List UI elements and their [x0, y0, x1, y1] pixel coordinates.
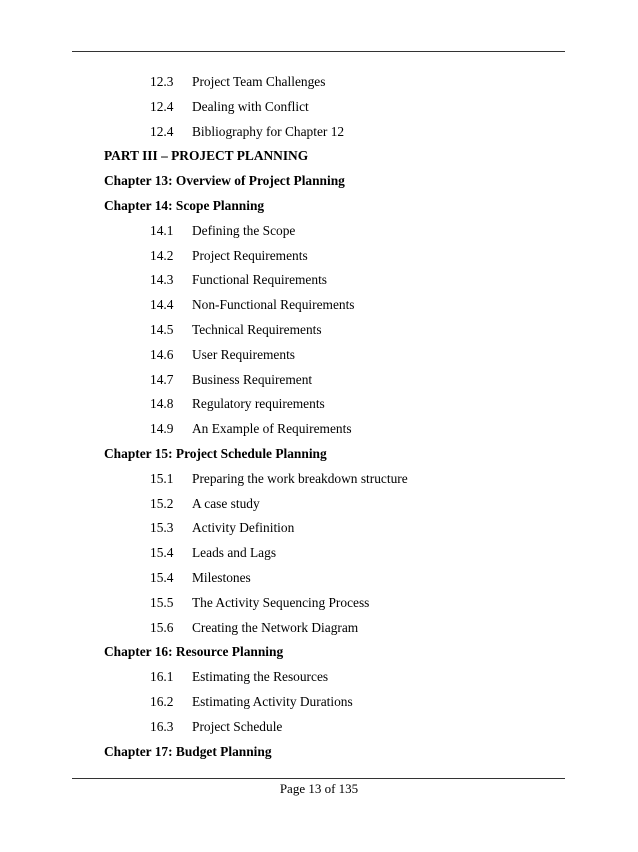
toc-item-title: Project Team Challenges — [192, 74, 326, 89]
toc-item-title: User Requirements — [192, 346, 296, 362]
toc-item-number: 15.5 — [150, 594, 174, 610]
toc-item-number: 15.4 — [150, 569, 174, 585]
toc-item — [0, 715, 638, 740]
toc-item-number: 16.1 — [150, 669, 174, 685]
toc-item-title: Technical Requirements — [192, 321, 322, 337]
toc-item — [0, 268, 638, 293]
toc-item — [0, 120, 638, 145]
toc-item-title: Bibliography for Chapter 12 — [192, 123, 345, 139]
toc-item-title: Business Requirement — [192, 371, 313, 387]
toc-item-title: A case study — [192, 495, 260, 511]
toc-item — [0, 566, 638, 591]
toc-item-number: 14.7 — [150, 371, 174, 387]
toc-item-number: 16.2 — [150, 693, 174, 709]
toc-item-title: Leads and Lags — [192, 545, 277, 561]
toc-item — [0, 392, 638, 417]
toc-item-title: Activity Definition — [192, 520, 295, 536]
page-number: Page 13 of 135 — [279, 781, 359, 796]
toc-heading: Chapter 15: Project Schedule Planning — [104, 445, 327, 461]
toc-item-number: 14.6 — [150, 346, 174, 362]
toc-heading: PART III – PROJECT PLANNING — [104, 148, 309, 164]
toc-item-number: 14.3 — [150, 272, 174, 288]
toc-item-number: 14.2 — [150, 247, 174, 263]
toc-heading: Chapter 16: Resource Planning — [104, 644, 284, 660]
toc-item — [0, 665, 638, 690]
toc-item-number: 15.2 — [150, 495, 174, 511]
toc-item-title: Project Schedule — [192, 718, 283, 734]
toc-item — [0, 417, 638, 442]
toc-item — [0, 690, 638, 715]
toc-item — [0, 343, 638, 368]
toc-item-number: 14.9 — [150, 421, 174, 437]
header-rule — [72, 51, 565, 52]
toc-item-number: 14.5 — [150, 321, 174, 337]
toc-item — [0, 293, 638, 318]
toc-item-title: Dealing with Conflict — [192, 98, 309, 114]
toc-item — [0, 318, 638, 343]
toc-item — [0, 70, 638, 95]
toc-item-title: An Example of Requirements — [192, 421, 352, 437]
toc-item — [0, 516, 638, 541]
toc-item-title: Defining the Scope — [192, 222, 296, 238]
toc-item-number: 14.8 — [150, 396, 174, 412]
toc-item-number: 15.3 — [150, 520, 174, 536]
toc-heading: Chapter 13: Overview of Project Planning — [104, 173, 345, 189]
toc-item — [0, 492, 638, 517]
toc-item — [0, 616, 638, 641]
toc-item — [0, 368, 638, 393]
toc-item-number: 15.4 — [150, 545, 174, 561]
toc-heading: Chapter 14: Scope Planning — [104, 197, 265, 213]
toc-item-title: Estimating Activity Durations — [192, 693, 353, 709]
toc-item-title: Creating the Network Diagram — [192, 619, 359, 635]
table-of-contents — [0, 70, 638, 764]
toc-item-number: 14.4 — [150, 297, 174, 313]
toc-item-number: 15.1 — [150, 470, 174, 486]
toc-item — [0, 244, 638, 269]
toc-item-number: 12.4 — [150, 98, 174, 114]
toc-heading: Chapter 17: Budget Planning — [104, 743, 272, 759]
toc-item — [0, 591, 638, 616]
toc-item-title: Milestones — [192, 569, 251, 585]
toc-item-number: 15.6 — [150, 619, 174, 635]
toc-item-title: Preparing the work breakdown structure — [192, 470, 408, 486]
toc-item-title: Regulatory requirements — [192, 396, 325, 412]
toc-item-title: The Activity Sequencing Process — [192, 594, 370, 610]
toc-item — [0, 219, 638, 244]
toc-item-number: 12.3 — [150, 74, 174, 89]
toc-item-title: Estimating the Resources — [192, 669, 329, 685]
toc-item — [0, 95, 638, 120]
toc-item-title: Non-Functional Requirements — [192, 297, 355, 313]
toc-item-number: 12.4 — [150, 123, 174, 139]
toc-item-title: Functional Requirements — [192, 272, 327, 288]
toc-item-number: 16.3 — [150, 718, 174, 734]
toc-item-title: Project Requirements — [192, 247, 308, 263]
toc-item-number: 14.1 — [150, 222, 174, 238]
toc-item — [0, 541, 638, 566]
footer-rule — [72, 778, 565, 779]
toc-item — [0, 467, 638, 492]
